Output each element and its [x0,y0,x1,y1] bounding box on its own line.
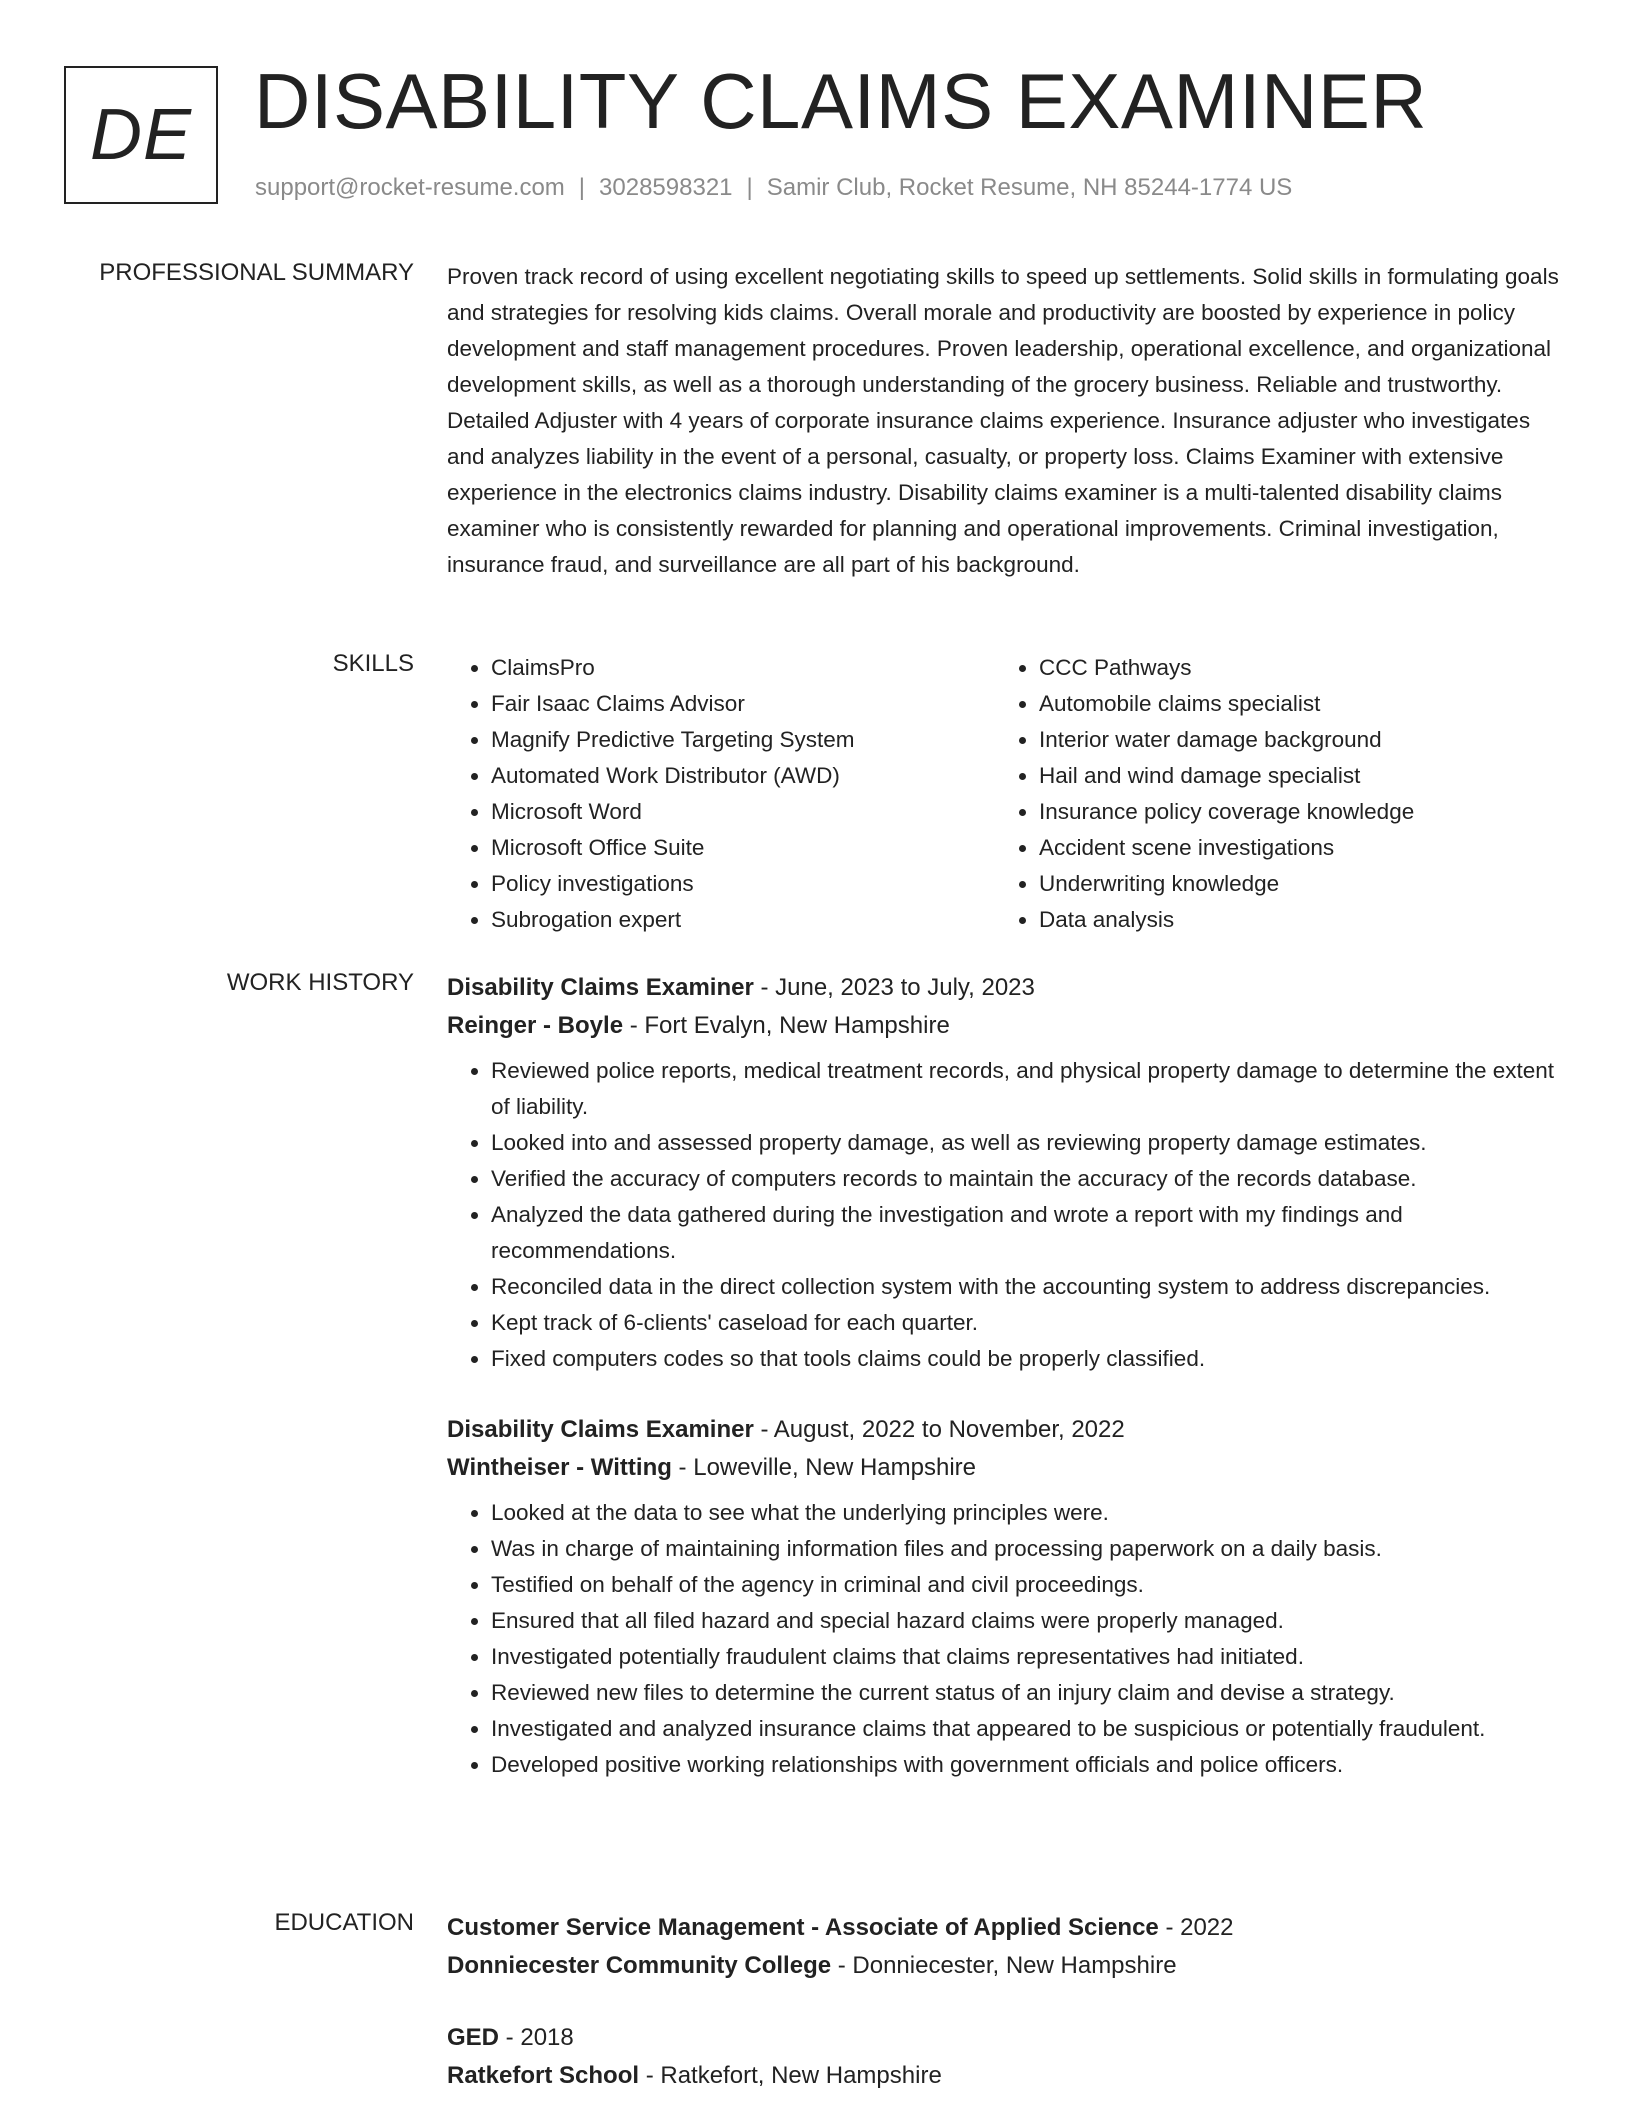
contact-line [255,174,1292,202]
education-school: Ratkefort School [447,2062,640,2089]
education-location: - Ratkefort, New Hampshire [639,2062,942,2089]
contact-address: Samir Club, Rocket Resume, NH 85244-1774 US [766,174,1293,201]
contact-separator: | [578,174,586,201]
education-school-line [447,2057,1567,2095]
job-title: Disability Claims Examiner [447,1416,754,1443]
education-school-line [447,1947,1567,1985]
work-history-body [447,969,1567,1783]
job-title-line [447,1411,1567,1449]
summary-text: Proven track record of using excellent negotiating skills to speed up settlements. Solid skills in formulating goals and strategies for resolving kids claims. Overall morale and productivity are boosted by experience in policy development and staff management procedures. Proven leadership, operational excellence, and organizational development skills, as well as a thorough understanding of the grocery business. Reliable and trustworthy. Detailed Adjuster with 4 years of corporate insurance claims experience. Insurance adjuster who investigates and analyzes liability in the event of a personal, casualty, or property loss. Claims Examiner with extensive experience in the electronics claims industry. Disability claims examiner is a multi-talented disability claims examiner who is consistently rewarded for planning and operational improvements. Criminal investigation, insurance fraud, and surveillance are all part of his background. [447,264,1559,577]
skill-item: • Underwriting knowledge [1039,866,1543,902]
education-entry [447,1909,1567,1985]
skill-item: • Microsoft Office Suite [491,830,995,866]
section-label-education: EDUCATION [274,1909,414,1936]
skill-item: • Automobile claims specialist [1039,686,1543,722]
education-degree-line [447,1909,1567,1947]
skills-list [995,650,1543,938]
job-title-line [447,969,1567,1007]
skills-body [447,650,1567,938]
job-location: - Fort Evalyn, New Hampshire [623,1012,950,1039]
job-duty: • Reviewed new files to determine the current status of an injury claim and devise a strategy. [491,1675,1567,1711]
job-dates: - August, 2022 to November, 2022 [753,1416,1125,1443]
job-duty: • Kept track of 6-clients' caseload for each quarter. [491,1305,1567,1341]
skill-item: • Hail and wind damage specialist [1039,758,1543,794]
education-degree: GED [447,2024,500,2051]
job-duty: • Analyzed the data gathered during the investigation and wrote a report with my findings and recommendations. [491,1197,1567,1269]
education-year: - 2022 [1158,1914,1234,1941]
contact-phone[interactable]: 3028598321 [599,174,733,201]
skill-item: • Interior water damage background [1039,722,1543,758]
education-body [447,1909,1567,2095]
section-label-skills: SKILLS [332,650,414,677]
monogram-badge: DE [64,66,218,204]
job-title: Disability Claims Examiner [447,974,754,1001]
resume-title: DISABILITY CLAIMS EXAMINER [254,57,1428,145]
job-company-line [447,1007,1567,1045]
skill-item: • Accident scene investigations [1039,830,1543,866]
skill-item: • Insurance policy coverage knowledge [1039,794,1543,830]
education-degree-line [447,2019,1567,2057]
skill-item: • Microsoft Word [491,794,995,830]
job-company: Reinger - Boyle [447,1012,624,1039]
job-duty: • Fixed computers codes so that tools claims could be properly classified. [491,1341,1567,1377]
job-duty: • Verified the accuracy of computers records to maintain the accuracy of the records database. [491,1161,1567,1197]
job-entry [447,1411,1567,1783]
job-company: Wintheiser - Witting [447,1454,672,1481]
contact-separator: | [746,174,753,201]
education-entry [447,2019,1567,2095]
job-duty: • Looked at the data to see what the underlying principles were. [491,1495,1567,1531]
skill-item: • Policy investigations [491,866,995,902]
education-degree: Customer Service Management - Associate of Applied Science [447,1914,1159,1941]
skill-item: • Automated Work Distributor (AWD) [491,758,995,794]
skill-item: • Subrogation expert [491,902,995,938]
job-duty: • Investigated potentially fraudulent claims that claims representatives had initiated. [491,1639,1567,1675]
skill-item: • Fair Isaac Claims Advisor [491,686,995,722]
job-duty: • Reviewed police reports, medical treatment records, and physical property damage to determine the extent of liability. [491,1053,1567,1125]
summary-body [447,259,1567,583]
skills-column-right [995,650,1543,938]
job-duty: • Reconciled data in the direct collection system with the accounting system to address discrepancies. [491,1269,1567,1305]
education-school: Donniecester Community College [447,1952,832,1979]
job-dates: - June, 2023 to July, 2023 [753,974,1035,1001]
job-duties-list [447,1053,1567,1377]
education-year: - 2018 [499,2024,574,2051]
skill-item: • CCC Pathways [1039,650,1543,686]
job-duty: • Looked into and assessed property damage, as well as reviewing property damage estimates. [491,1125,1567,1161]
job-duty: • Was in charge of maintaining information files and processing paperwork on a daily basis. [491,1531,1567,1567]
job-duties-list [447,1495,1567,1783]
skill-item: • Data analysis [1039,902,1543,938]
skills-column-left [447,650,995,938]
skills-list [447,650,995,938]
job-duty: • Testified on behalf of the agency in criminal and civil proceedings. [491,1567,1567,1603]
skill-item: • Magnify Predictive Targeting System [491,722,995,758]
job-company-line [447,1449,1567,1487]
education-location: - Donniecester, New Hampshire [831,1952,1177,1979]
job-duty: • Ensured that all filed hazard and special hazard claims were properly managed. [491,1603,1567,1639]
job-duty: • Developed positive working relationships with government officials and police officers. [491,1747,1567,1783]
job-duty: • Investigated and analyzed insurance claims that appeared to be suspicious or potentially fraudulent. [491,1711,1567,1747]
contact-email[interactable]: support@rocket-resume.com [255,174,565,201]
section-label-summary: PROFESSIONAL SUMMARY [99,259,414,286]
job-entry [447,969,1567,1377]
skill-item: • ClaimsPro [491,650,995,686]
job-location: - Loweville, New Hampshire [671,1454,976,1481]
section-label-work-history: WORK HISTORY [226,969,414,996]
